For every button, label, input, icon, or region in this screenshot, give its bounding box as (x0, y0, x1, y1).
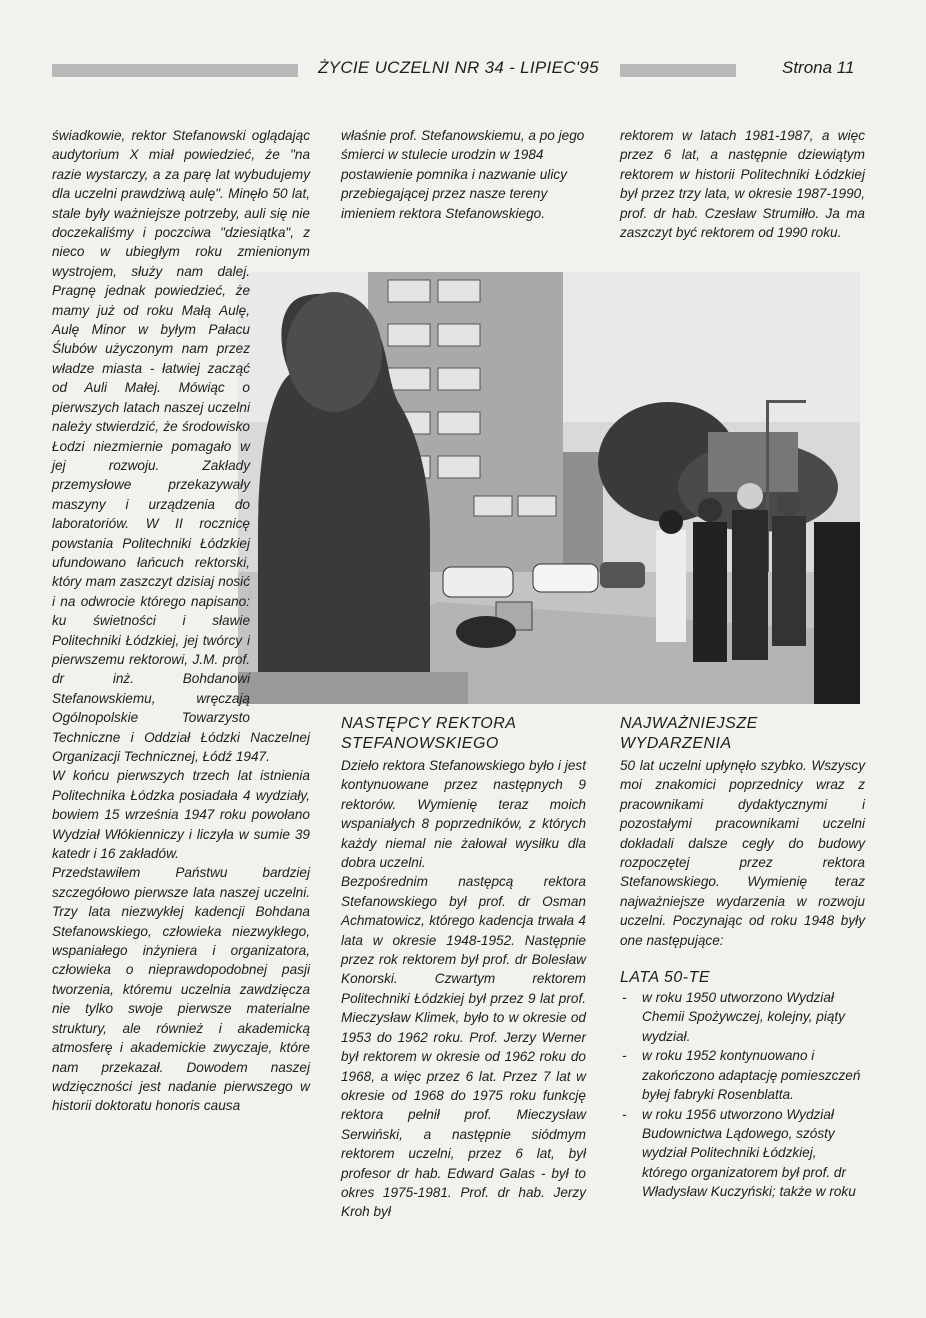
events-list (620, 988, 865, 1201)
column-right (620, 714, 865, 1202)
header-title: ŻYCIE UCZELNI NR 34 - LIPIEC'95 (318, 58, 599, 77)
header-rule-left (52, 64, 298, 77)
col3-paragraph-1: 50 lat uczelni upłynęło szybko. Wszyscy moi znakomici poprzednicy wraz z pracownikami dydaktycznymi i pozostałymi pracownikami uczelni dokładali dalsze cegły do budowy rozpoczętej przez rektora Stefanowskiego. Wymienię teraz najważniejsze wydarzenia w rozwoju uczelni. Poczynając od roku 1948 były one następujące: (620, 758, 865, 948)
column-right-top (620, 126, 865, 242)
list-item: - w roku 1956 utworzono Wydział Budownictwa Lądowego, szósty wydział Politechniki Łódzkiej, którego organizatorem był prof. dr Władysław Kuczyński; także w roku (620, 1105, 865, 1202)
monument-photo-drawing (238, 272, 860, 704)
monument-photo (238, 272, 860, 704)
list-item: - w roku 1952 kontynuowano i zakończono adaptację pomieszczeń byłej fabryki Rosenblatta. (620, 1046, 865, 1104)
header-rule-right (620, 64, 736, 77)
col1-paragraph-3: Przedstawiłem Państwu bardziej szczegółowo pierwsze lata naszej uczelni. Trzy lata niezwykłej kadencji Bohdana Stefanowskiego, człowieka niezwykłego, wspaniałego inżyniera i organizatora, człowieka o nieprawdopodobnej pasji tworzenia, któremu uczelnia zawdzięcza nie tylko swoje pierwsze materialne struktury, ale również i akademicką atmosferę i akademickie zwyczaje, które nam przekazał. Dowodem naszej wdzięczności jest nadanie pierwszego w historii doktoratu honoris causa (52, 865, 310, 1114)
page-number: Strona 11 (782, 58, 855, 77)
section-heading-events: NAJWAŻNIEJSZE WYDARZENIA (620, 715, 758, 752)
section-heading-successors: NASTĘPCY REKTORA STEFANOWSKIEGO (341, 715, 516, 752)
column-middle-top (341, 126, 586, 223)
subheading-fifties: LATA 50-TE (620, 969, 711, 987)
col1-paragraph-2: W końcu pierwszych trzech lat istnienia Politechnika Łódzka posiadała 4 wydziały, bowiem 15 września 1947 roku powołano Wydział Włókienniczy i liczyła w sumie 39 katedr i 16 zakładów. (52, 768, 310, 862)
col2-paragraph-1: Dzieło rektora Stefanowskiego było i jest kontynuowane przez następnych 9 rektorów. Wymienię teraz moich wspaniałych 8 poprzedników, z których każdy niemal nie żałował wysiłku dla dobra uczelni. (341, 758, 586, 871)
col2-paragraph-2: Bezpośrednim następcą rektora Stefanowskiego był prof. dr Osman Achmatowicz, którego kadencja trwała 4 lata w okresie 1948-1952. Następnie przez rok rektorem był prof. dr Bolesław Konorski. Czwartym rektorem Politechniki Łódzkiej był przez 9 lat prof. Mieczysław Klimek, było to w okresie od 1953 do 1962 roku. Prof. Jerzy Werner był rektorem w okresie od 1962 roku do 1968, a więc przez 6 lat. Przez 7 lat w okresie od 1968 do 1975 roku funkcję rektora pełnił prof. Mieczysław Serwiński, a następnie siódmym rektorem uczelni, przez 6 lat, był profesor dr hab. Edward Galas - był to okres 1975-1981. Prof. dr hab. Jerzy Kroh był (341, 874, 586, 1220)
column-left-text (52, 126, 310, 1116)
photo-wrap-space (250, 271, 310, 711)
list-item: - w roku 1950 utworzono Wydział Chemii Spożywczej, kolejny, piąty wydział. (620, 988, 865, 1046)
col3-top-paragraph: rektorem w latach 1981-1987, a więc przez 6 lat, a następnie dziewiątym rektorem w historii Politechniki Łódzkiej był przez trzy lata, w okresie 1987-1990, prof. dr hab. Czesław Strumiłło. Ja ma zaszczyt być rektorem od 1990 roku. (620, 128, 865, 241)
column-middle (341, 714, 586, 1222)
col1-paragraph-1: świadkowie, rektor Stefanowski oglądając audytorium X miał powiedzieć, że "na razie wystarczy, a za parę lat wybudujemy dla uczelni prawdziwą aulę". Minęło 50 lat, stale były ważniejsze potrzeby, auli się nie doczekaliśmy i poczciwa "dziesiątka", z nieco w ubiegłym roku zmienionym wystrojem, służy nam dalej. Pragnę jednak powiedzieć, że mamy już od roku Małą Aulę, Aulę Minor w byłym Pałacu Ślubów użyczonym nam przez władze miasta - łatwiej zacząć od Auli Małej. Mówiąc o pierwszych latach naszej uczelni należy stwierdzić, że środowisko Łodzi niezmiernie pomagało w jej rozwoju. Zakłady przemysłowe przekazywały maszyny i urządzenia do laboratoriów. W II rocznicę powstania Politechniki Łódzkiej ufundowano łańcuch rektorski, który mam zaszczyt dzisiaj nosić i na odwrocie którego napisano: ku świetności i sławie Politechniki Łódzkiej, jej twórcy i pierwszemu rektorowi, J.M. prof. dr inż. Bohdanowi Stefanowskiemu, wręczają Ogólnopolskie Towarzysto Techniczne i Oddział Łódzki Naczelnej Organizacji Technicznej, Łódź 1947. (52, 128, 310, 764)
col2-top-paragraph: właśnie prof. Stefanowskiemu, a po jego śmierci w stulecie urodzin w 1984 postawienie pomnika i nazwanie ulicy przebiegającej przez nasze tereny imieniem rektora Stefanowskiego. (341, 128, 585, 221)
